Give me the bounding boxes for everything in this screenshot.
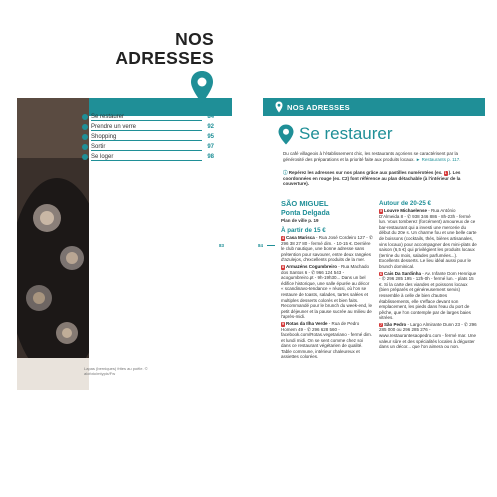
intro-paragraph — [283, 151, 476, 162]
arrow-icon: ► — [415, 156, 421, 162]
toc-item-sortir[interactable] — [82, 142, 214, 152]
restaurant-entry — [379, 208, 477, 270]
restaurant-name: Armazéns Cogumbreiro — [286, 263, 338, 269]
toc-page: 98 — [207, 154, 214, 160]
note-text-b: ). Les coordonnées en rouge (ex. C2) font référence au plan détachable (à l'intérieur de la couverture). — [283, 170, 461, 187]
map-badge: 4 — [282, 236, 284, 240]
title-line-2: ADRESSES — [115, 48, 214, 68]
toc-label: Sortir — [91, 144, 106, 150]
restaurant-details: - Rua Machado dos Santos 6 - ✆ 966 124 543 - acogumbreiro.pt - 9h-19h30... Dans un bel édifice historique, une salle épurée au décor « scandinavo-tendance » réussi, où l'on se restaure de toasts, salades, tartes salées et multiples desserts colorés et bien faits. Recommandé pour le brunch du week-end, le petit déjeuner et la pause sucrée au milieu de l'après-midi. — [281, 263, 373, 320]
table-of-contents — [82, 112, 214, 162]
toc-page: 97 — [207, 144, 214, 150]
map-badge: 8 — [282, 264, 284, 269]
restaurant-details: - Av. Infante Dom Henrique - ✆ 296 285 195 - 12h-0h - fermé lun. - plats 15 €. Si la carte des viandes et poissons locaux (bien préparés et généreusement servis) ressemble à celle de bien d'autres établissements, elle s'efface devant son emplacement, les pieds dans l'eau du port de pêche, que l'on contemple par de larges baies vitrées. — [379, 270, 477, 321]
restaurant-details: - Rua José Cordeiro 127 - ✆ 296 38 27 80 - fermé dim. - 10-15 €. Derrière le club nautique, une bonne adresse sans prétention pour savourer, entre deux rangées d'azulejos, d'excellents produits de la mer. — [281, 235, 373, 263]
toc-page: 84 — [207, 114, 214, 120]
toc-label: Se loger — [91, 154, 114, 160]
location-pin-icon — [190, 70, 214, 104]
page-number-rule — [267, 245, 275, 246]
music-icon — [82, 144, 88, 150]
intro-reference: Restaurants p. 117. — [421, 156, 461, 162]
listing-column-2 — [379, 200, 477, 350]
map-badge: 9 — [282, 321, 284, 326]
map-badge: 7 — [380, 322, 382, 327]
toc-item-se-restaurer[interactable] — [82, 112, 214, 122]
map-note — [283, 170, 476, 187]
toc-page: 92 — [207, 124, 214, 130]
note-text-a: Repérez les adresses sur nos plans grâce aux pastilles numérotées (ex. — [288, 170, 444, 175]
restaurant-name: Rotas da Ilha Verde — [286, 320, 328, 326]
header-band-label: NOS ADRESSES — [287, 103, 350, 112]
restaurant-entry — [281, 264, 373, 320]
restaurant-entry — [379, 322, 477, 350]
limpets-photo-illustration — [17, 98, 89, 390]
food-photo — [17, 98, 89, 390]
info-icon: ⓘ — [283, 170, 288, 175]
map-badge: 6 — [380, 271, 382, 276]
toc-item-prendre-un-verre[interactable] — [82, 122, 214, 132]
bed-icon — [82, 154, 88, 160]
toc-page: 95 — [207, 134, 214, 140]
plan-reference: Plan de ville p. 19 — [281, 218, 319, 223]
location-pin-icon — [275, 101, 283, 113]
example-badge: 1 — [444, 171, 447, 175]
location-pin-icon — [278, 124, 294, 145]
restaurant-details: - Rua de Pedro Homem 49 - ✆ 296 628 560 - facebook.com/Rotas.vegetariano - fermé dim. et lundi midi. On se sent comme chez soi dans ce restaurant végétarien de qualité. Table commune, intérieur chaleureux et assiettes colorées. — [281, 320, 373, 360]
page-number-right: 84 — [258, 243, 264, 248]
restaurant-name: Cais Da Sardinha — [384, 270, 422, 276]
restaurant-icon — [82, 114, 88, 120]
shopping-bag-icon — [82, 134, 88, 140]
restaurant-entry — [379, 271, 477, 321]
section-title: Se restaurer — [299, 124, 393, 143]
island-heading: SÃO MIGUEL — [281, 199, 329, 208]
title-line-1: NOS — [175, 29, 214, 49]
toc-item-shopping[interactable] — [82, 132, 214, 142]
page-title — [96, 30, 214, 68]
map-badge: 5 — [380, 209, 382, 213]
restaurant-name: Louvre Michaelense — [384, 208, 428, 213]
toc-label: Shopping — [91, 134, 117, 140]
restaurant-entry — [281, 235, 373, 263]
intro-text: Du café villageois à l'établissement chic, les restaurants açoriens se caractérisent par la générosité des préparations et la priorité faite aux produits locaux. — [283, 151, 458, 162]
page-number-left: 83 — [219, 243, 225, 248]
glass-icon — [82, 124, 88, 130]
restaurant-name: Casa Marisca — [286, 235, 315, 240]
price-band-heading: Autour de 20-25 € — [379, 200, 431, 207]
city-heading: Ponta Delgada — [281, 210, 330, 217]
toc-label: Se restaurer — [91, 114, 125, 120]
restaurant-name: São Pedro — [384, 321, 407, 327]
toc-label: Prendre un verre — [91, 124, 137, 130]
restaurant-details: - Rua António D'Almeida 8 - ✆ 938 346 886 - 8h-23h - fermé lun. Vous tomberez (forcément) amoureux de ce bar-restaurant qui a investi une mercerie du début du 20e s. Un charme fou et une belle carte de boissons (cocktails, thés, bières artisanales, vins locaux) pour accompagner des mini-plats de saison (6,5 €) qui privilégient les produits locaux (terrine du mois, salades parfumées...). Excellents desserts. Le lieu idéal aussi pour le brunch dominical. — [379, 208, 477, 269]
restaurant-entry — [281, 321, 373, 360]
listing-column-1 — [281, 200, 373, 360]
restaurant-details: - Largo Almirante Dunn 23 - ✆ 296 285 000 ou 296 285 276 - www.restaurantesaopedro.com - fermé mar. Une valeur sûre et des spécialités locales à déguster dans un décor... que l'on aimera ou non. — [379, 321, 477, 350]
photo-caption: Lapas (berniques) frites au poêle. © alofoto/mtypix/Fw — [84, 366, 148, 376]
toc-item-se-loger[interactable] — [82, 152, 214, 162]
price-band-heading: À partir de 15 € — [281, 227, 326, 234]
